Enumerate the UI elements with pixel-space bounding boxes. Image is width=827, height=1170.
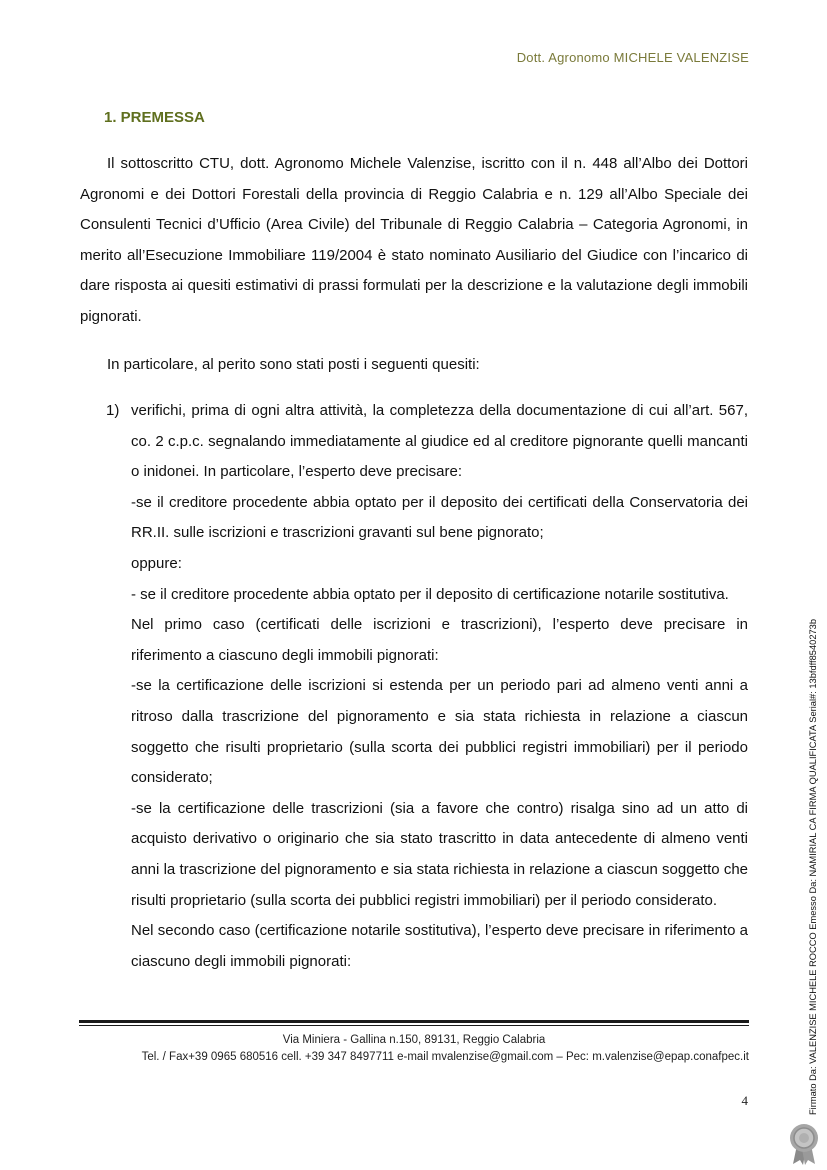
footer-divider-thick <box>79 1020 749 1023</box>
list-item-text: Nel primo caso (certificati delle iscrizioni e trascrizioni), l’esperto deve precisare in riferimento a ciascuno degli immobili pignorati: <box>131 616 748 664</box>
lead-paragraph: In particolare, al perito sono stati posti i seguenti quesiti: <box>107 356 480 373</box>
list-item-text: oppure: <box>131 554 182 572</box>
list-item-text: - se il creditore procedente abbia optato per il deposito di certificazione notarile sostitutiva. <box>131 585 729 603</box>
list-item-text: -se la certificazione delle trascrizioni (sia a favore che contro) risalga sino ad un atto di acquisto derivativo o originario che sia stato trascritto in data antecedente di almeno venti anni la trascrizione del pignoramento e sia stata richiesta in relazione a ciascun soggetto che risulti proprietario (sulla scorta dei pubblici registri immobiliari) per il periodo considerato. <box>131 799 748 909</box>
header-author: Dott. Agronomo MICHELE VALENZISE <box>516 50 749 65</box>
list-item-text: verifichi, prima di ogni altra attività, la completezza della documentazione di cui all’art. 567, co. 2 c.p.c. segnalando immediatamente al giudice ed al creditore pignorante quelli mancanti o inidonei. In particolare, l’esperto deve precisare: <box>131 402 748 481</box>
digital-signature-note: Firmato Da: VALENZISE MICHELE ROCCO Emesso Da: NAMIRIAL CA FIRMA QUALIFICATA Serial#: 13bfdff8540273b <box>808 618 818 1115</box>
list-item-text: -se la certificazione delle iscrizioni si estenda per un periodo pari ad almeno venti anni a ritroso dalla trascrizione del pignoramento e sia stata richiesta in relazione a ciascun soggetto che risulti proprietario (sulla scorta dei pubblici registri immobiliari) per il periodo considerato; <box>131 677 748 787</box>
footer-contacts: Tel. / Fax+39 0965 680516 cell. +39 347 8497711 e-mail mvalenzise@gmail.com – Pec: m.valenzise@epap.conafpec.it <box>141 1051 749 1063</box>
list-item-body <box>131 396 748 977</box>
section-title: 1. PREMESSA <box>104 109 205 126</box>
intro-paragraph: Il sottoscritto CTU, dott. Agronomo Michele Valenzise, iscritto con il n. 448 all’Albo dei Dottori Agronomi e dei Dottori Forestali della provincia di Reggio Calabria e n. 129 all’Albo Speciale dei Consulenti Tecnici d’Ufficio (Area Civile) del Tribunale di Reggio Calabria – Categoria Agronomi, in merito all’Esecuzione Immobiliare 119/2004 è stato nominato Ausiliario del Giudice con l’incarico di dare risposta ai quesiti estimativi di prassi formulati per la descrizione e la valutazione degli immobili pignorati. <box>80 155 748 325</box>
list-item-text: -se il creditore procedente abbia optato per il deposito dei certificati della Conservatoria dei RR.II. sulle iscrizioni e trascrizioni gravanti sul bene pignorato; <box>131 493 748 542</box>
footer-divider-thin <box>79 1025 749 1026</box>
seal-icon <box>787 1123 821 1165</box>
footer-address: Via Miniera - Gallina n.150, 89131, Reggio Calabria <box>282 1034 546 1046</box>
list-item-number: 1) <box>106 402 120 419</box>
page-number: 4 <box>741 1093 748 1108</box>
list-item-text: Nel secondo caso (certificazione notarile sostitutiva), l’esperto deve precisare in riferimento a ciascuno degli immobili pignorati: <box>131 922 748 970</box>
